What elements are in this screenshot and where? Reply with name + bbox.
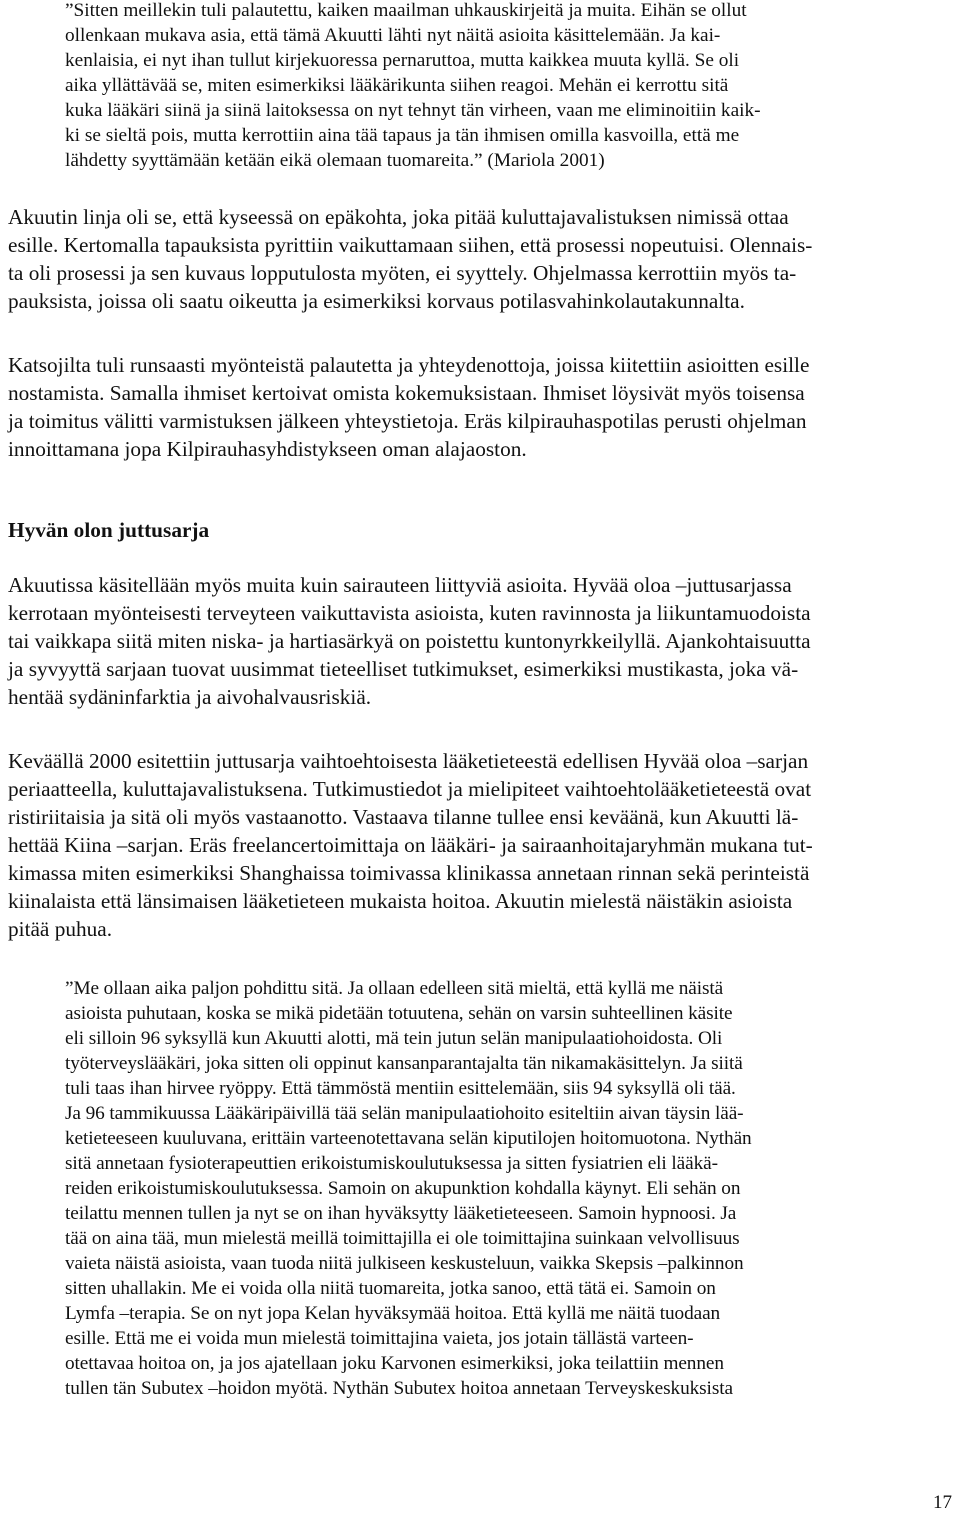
- paragraph-line: ta oli prosessi ja sen kuvaus lopputulosta myöten, ei syyttely. Ohjelmassa kerrottiin myös ta-: [8, 261, 797, 285]
- quote-line: tää on aina tää, mun mielestä meillä toimittajilla ei ole toimittajina suinkaan velvollisuus: [65, 1228, 740, 1249]
- quote-line: teilattu mennen tullen ja nyt se on ihan hyväksytty lääketieteeseen. Samoin hypnoosi. Ja: [65, 1203, 737, 1224]
- paragraph-line: pauksista, joissa oli saatu oikeutta ja esimerkiksi korvaus potilasvahinkolautakunnalta.: [8, 289, 745, 313]
- quote-line: ollenkaan mukava asia, että tämä Akuutti lähti nyt näitä asioita käsittelemään. Ja kai-: [65, 25, 721, 46]
- paragraph-line: periaatteella, kuluttajavalistuksena. Tutkimustiedot ja mielipiteet vaihtoehtolääketieteestä ovat: [8, 777, 812, 801]
- paragraph-line: kiinalaista että länsimaisen lääketieteen mukaista hoitoa. Akuutin mielestä näistäkin asioista: [8, 889, 793, 913]
- paragraph-line: kerrotaan myönteisesti terveyteen vaikuttavista asioista, kuten ravinnosta ja liikuntamuodoista: [8, 601, 811, 625]
- quote-line: asioista puhutaan, koska se mikä pidetään totuutena, sehän on varsin suhteellinen käsite: [65, 1003, 733, 1024]
- quote-line: vaieta näistä asioista, vaan tuoda niitä julkiseen keskusteluun, vaikka Skepsis –palkinnon: [65, 1253, 744, 1274]
- paragraph-line: esille. Kertomalla tapauksista pyrittiin vaikuttamaan siihen, että prosessi nopeutuisi. Olennais-: [8, 233, 813, 257]
- paragraph-line: ja syvyyttä sarjaan tuovat uusimmat tieteelliset tutkimukset, esimerkiksi mustikasta, joka vä-: [8, 657, 799, 681]
- quote-line: tuli taas ihan hirvee ryöppy. Että tämmöstä mentiin esittelemään, siis 94 syksyllä oli tää.: [65, 1078, 736, 1099]
- quote-line: esille. Että me ei voida mun mielestä toimittajina vaieta, jos jotain tällästä varteen-: [65, 1328, 694, 1349]
- quote-line: eli silloin 96 syksyllä kun Akuutti alotti, mä tein jutun selän manipulaatiohoidosta. Oli: [65, 1028, 723, 1049]
- paragraph-line: kimassa miten esimerkiksi Shanghaissa toimivassa klinikassa annetaan rinnan sekä perinteistä: [8, 861, 810, 885]
- quote-line: ”Sitten meillekin tuli palautettu, kaiken maailman uhkauskirjeitä ja muita. Eihän se ollut: [65, 0, 747, 21]
- page-number: 17: [933, 1492, 952, 1513]
- quote-line: sitä annetaan fysioterapeuttien erikoistumiskoulutuksessa ja sitten fysiatrien eli lääkä-: [65, 1153, 718, 1174]
- quote-line: aika yllättävää se, miten esimerkiksi lääkärikunta siihen reagoi. Mehän ei kerrottu sitä: [65, 75, 729, 96]
- quote-line: kenlaisia, ei nyt ihan tullut kirjekuoressa pernaruttoa, mutta kaikkea muuta kyllä. Se oli: [65, 50, 740, 71]
- quote-line: ”Me ollaan aika paljon pohdittu sitä. Ja ollaan edelleen sitä mieltä, että kyllä me näistä: [65, 978, 724, 999]
- paragraph-line: ristiriitaisia ja sitä oli myös vastaanotto. Vastaava tilanne tullee ensi keväänä, kun Akuutti lä-: [8, 805, 799, 829]
- paragraph-line: tai vaikkapa siitä miten niska- ja hartiasärkyä on poistettu kuntonyrkkeilyllä. Ajankohtaisuutta: [8, 629, 811, 653]
- paragraph-line: pitää puhua.: [8, 917, 113, 941]
- quote-line: kuka lääkäri siinä ja siinä laitoksessa on nyt tehnyt tän virheen, vaan me eliminoitiin kaik-: [65, 100, 761, 121]
- quote-line: otettavaa hoitoa on, ja jos ajatellaan joku Karvonen esimerkiksi, joka teilattiin mennen: [65, 1353, 724, 1374]
- quote-line: Ja 96 tammikuussa Lääkäripäivillä tää selän manipulaatiohoito esiteltiin aivan täysin lää-: [65, 1103, 744, 1124]
- quote-line: Lymfa –terapia. Se on nyt jopa Kelan hyväksymää hoitoa. Että kyllä me näitä tuodaan: [65, 1303, 721, 1324]
- paragraph-line: innoittamana jopa Kilpirauhasyhdistykseen oman alajaoston.: [8, 437, 527, 461]
- quote-line: reiden erikoistumiskoulutuksessa. Samoin on akupunktion kohdalla käynyt. Eli sehän on: [65, 1178, 741, 1199]
- paragraph-line: Katsojilta tuli runsaasti myönteistä palautetta ja yhteydenottoja, joissa kiitettiin asioitten esille: [8, 353, 810, 377]
- paragraph-line: hettää Kiina –sarjan. Eräs freelancertoimittaja on lääkäri- ja sairaanhoitajaryhmän mukana tut-: [8, 833, 813, 857]
- paragraph-line: hentää sydäninfarktia ja aivohalvausriskiä.: [8, 685, 372, 709]
- quote-line: ketieteeseen kuuluvana, erittäin varteenotettavana selän kiputilojen hoitomuotona. Nythän: [65, 1128, 752, 1149]
- quote-line: työterveyslääkäri, joka sitten oli oppinut kansanparantajalta tän nikamakäsittelyn. Ja siitä: [65, 1053, 743, 1074]
- paragraph-line: Akuutissa käsitellään myös muita kuin sairauteen liittyviä asioita. Hyvää oloa –juttusarjassa: [8, 573, 792, 597]
- paragraph-line: nostamista. Samalla ihmiset kertoivat omista kokemuksistaan. Ihmiset löysivät myös toisensa: [8, 381, 805, 405]
- paragraph-line: Akuutin linja oli se, että kyseessä on epäkohta, joka pitää kuluttajavalistuksen nimissä ottaa: [8, 205, 789, 229]
- quote-line: sitten uhallakin. Me ei voida olla niitä tuomareita, jotka sanoo, että tätä ei. Samoin on: [65, 1278, 716, 1299]
- quote-line: lähdetty syyttämään ketään eikä olemaan tuomareita.” (Mariola 2001): [65, 150, 605, 171]
- paragraph-line: Keväällä 2000 esitettiin juttusarja vaihtoehtoisesta lääketieteestä edellisen Hyvää oloa –sarjan: [8, 749, 809, 773]
- quote-line: tullen tän Subutex –hoidon myötä. Nythän Subutex hoitoa annetaan Terveyskeskuksista: [65, 1378, 733, 1399]
- paragraph-line: ja toimitus välitti varmistuksen jälkeen yhteystietoja. Eräs kilpirauhaspotilas perusti ohjelman: [8, 409, 807, 433]
- section-heading: Hyvän olon juttusarja: [8, 518, 210, 542]
- quote-line: ki se sieltä pois, mutta kerrottiin aina tää tapaus ja tän ihmisen omilla kasvoilla, että me: [65, 125, 740, 146]
